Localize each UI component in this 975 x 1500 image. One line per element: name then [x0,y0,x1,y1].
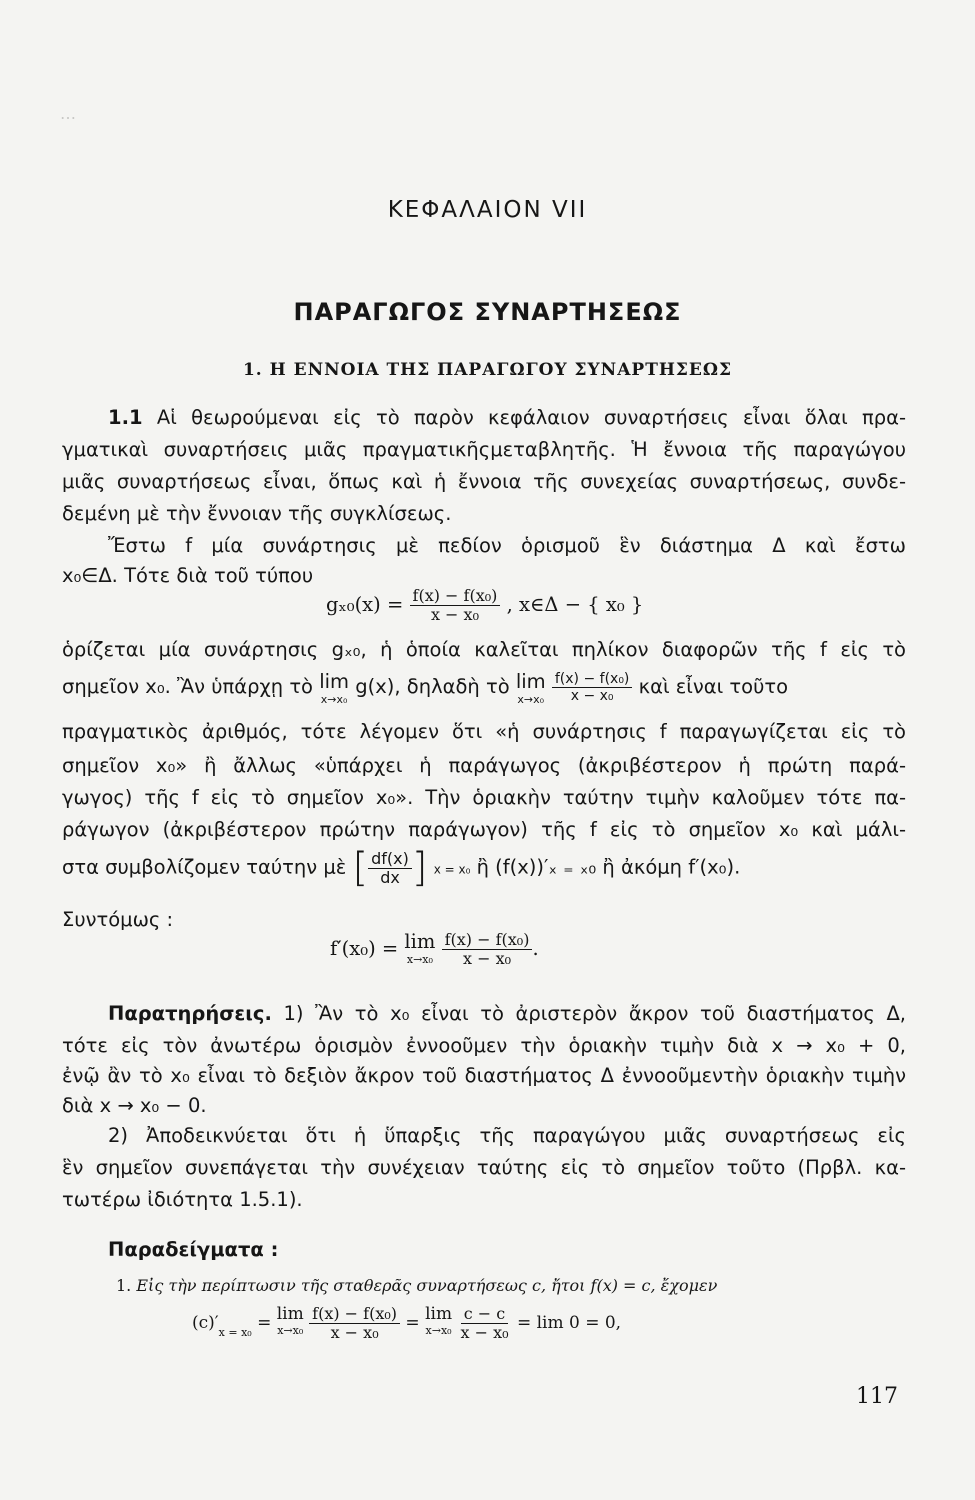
paragraph-line: γωγος) τῆς f εἰς τὸ σημεῖον x₀». Τὴν ὁριακὴν ταύτην τιμὴν καλοῦμεν τότε πα- [62,786,906,809]
section-heading: 1. Η ΕΝΝΟΙΑ ΤΗΣ ΠΑΡΑΓΩΓΟΥ ΣΥΝΑΡΤΗΣΕΩΣ [242,360,733,380]
paragraph-line: ἓν σημεῖον συνεπάγεται τὴν συνέχειαν ταύτης εἰς τὸ σημεῖον τοῦτο (Πρβλ. κα- [62,1156,906,1179]
paragraph-line: Συντόμως : [62,908,174,931]
paragraph-line: γματικαὶ συναρτήσεις μιᾶς πραγματικῆςμεταβλητῆς. Ἡ ἔννοια τῆς παραγώγου [62,438,906,461]
fraction: $\frac{c - c}{\text{x − x₀}}$ [460,1304,509,1342]
paragraph-line: τότε εἰς τὸν ἀνωτέρω ὁρισμὸν ἐννοοῦμεν τὴν ὁριακὴν τιμὴν διὰ x → x₀ + 0, [62,1034,906,1057]
paragraph-line: σημεῖον x₀» ἢ ἄλλως «ὑπάρχει ἡ παράγωγος (ἀκριβέστερον ἡ πρώτη παρά- [62,754,906,777]
paragraph-line: μιᾶς συναρτήσεως εἶναι, ὅπως καὶ ἡ ἔννοια τῆς συνεχείας συναρτήσεως, συνδε- [62,470,906,493]
formula-constant-derivative: $(c)'_{x = x_0}$ = lim x→x₀ $\frac{\text{f(x) − f(x₀)}}{\text{x − x₀}}$ = lim x→x₀ $\frac{c - c}{\text{x − x₀}}$ = lim 0 = 0, [192,1304,622,1342]
fraction: $\frac{df(x)}{dx}$ [368,851,412,886]
limit-operator: lim x→x₀ [425,1304,453,1337]
paragraph-line: 2) Ἀποδεικνύεται ὅτι ἡ ὕπαρξις τῆς παραγώγου μιᾶς συναρτήσεως εἰς [108,1124,906,1147]
fraction: $\frac{\text{f(x) − f(x₀)}}{\text{x − x₀}}$ [410,588,501,623]
paragraph-line: ὁρίζεται μία συνάρτησις gₓ₀, ἡ ὁποία καλεῖται πηλίκον διαφορῶν τῆς f εἰς τὸ [62,638,906,661]
fraction: $\frac{\text{f(x) − f(x₀)}}{\text{x − x₀}}$ [552,672,633,703]
fraction: $\frac{\text{f(x) − f(x₀)}}{\text{x − x₀}}$ [442,932,533,967]
paragraph-line: τωτέρω ἰδιότητα 1.5.1). [62,1188,303,1211]
paragraph-line: ἐνῷ ἂν τὸ x₀ εἶναι τὸ δεξιὸν ἄκρον τοῦ διαστήματος Δ ἐννοοῦμεντὴν ὁριακὴν τιμὴν [62,1064,906,1087]
paragraph-line: διὰ x → x₀ − 0. [62,1094,207,1117]
example-line: 1. Εἰς τὴν περίπτωσιν τῆς σταθερᾶς συναρτήσεως c, ἤτοι f(x) = c, ἔχομεν [116,1276,718,1295]
paragraph-line: 1.1 Αἱ θεωρούμεναι εἰς τὸ παρὸν κεφάλαιον συναρτήσεις εἶναι ὅλαι πρα- [108,406,907,429]
chapter-heading: ΚΕΦΑΛΑΙΟΝ VII [387,197,588,223]
limit-operator: lim x→x₀ [319,670,350,706]
paragraph-line: Παρατηρήσεις. 1) Ἂν τὸ x₀ εἶναι τὸ ἀριστερὸν ἄκρον τοῦ διαστήματος Δ, [108,1002,906,1025]
subsection-number: 1.1 [108,406,143,429]
page-number: 117 [856,1384,898,1409]
examples-heading: Παραδείγματα : [108,1238,279,1261]
remarks-heading: Παρατηρήσεις. [108,1002,272,1025]
limit-operator: lim x→x₀ [404,930,436,966]
paragraph-line: πραγματικὸς ἀριθμός, τότε λέγομεν ὅτι «ἡ συνάρτησις f παραγωγίζεται εἰς τὸ [62,720,906,743]
paragraph-line: Ἔστω f μία συνάρτησις μὲ πεδίον ὁρισμοῦ ἓν διάστημα Δ καὶ ἔστω [108,534,906,557]
paragraph-line: σημεῖον x₀. Ἂν ὑπάρχῃ τὸ lim x→x₀ g(x), δηλαδὴ τὸ lim x→x₀ $\frac{\text{f(x) − f(x₀)}}{\text{x − x₀}}$ καὶ εἶναι τοῦτο [62,670,789,706]
limit-operator: lim x→x₀ [515,670,546,706]
formula-derivative-definition: f′(x₀) = lim x→x₀ $\frac{\text{f(x) − f(x₀)}}{\text{x − x₀}}$ . [330,930,539,968]
formula-difference-quotient: gₓ₀(x) = $\frac{\text{f(x) − f(x₀)}}{\text{x − x₀}}$ , x∈Δ − { x₀ } [326,586,644,624]
limit-operator: lim x→x₀ [276,1304,304,1337]
paragraph-line: x₀∈Δ. Τότε διὰ τοῦ τύπου [62,564,314,587]
paragraph-line: ράγωγον (ἀκριβέστερον πρώτην παράγωγον) τῆς f εἰς τὸ σημεῖον x₀ καὶ μάλι- [62,818,906,841]
bleed-through-text: ⋯ [60,108,76,127]
chapter-title: ΠΑΡΑΓΩΓΟΣ ΣΥΝΑΡΤΗΣΕΩΣ [293,298,682,326]
paragraph-line: στα συμβολίζομεν ταύτην μὲ [ $\frac{df(x)}{dx}$ ] x = x₀ ἢ (f(x))′ₓ ₌ ₓ₀ ἢ ἀκόμη f′(x₀). [62,845,741,891]
paragraph-line: δεμένη μὲ τὴν ἔννοιαν τῆς συγκλίσεως. [62,502,452,525]
fraction: $\frac{\text{f(x) − f(x₀)}}{\text{x − x₀}}$ [309,1306,400,1341]
